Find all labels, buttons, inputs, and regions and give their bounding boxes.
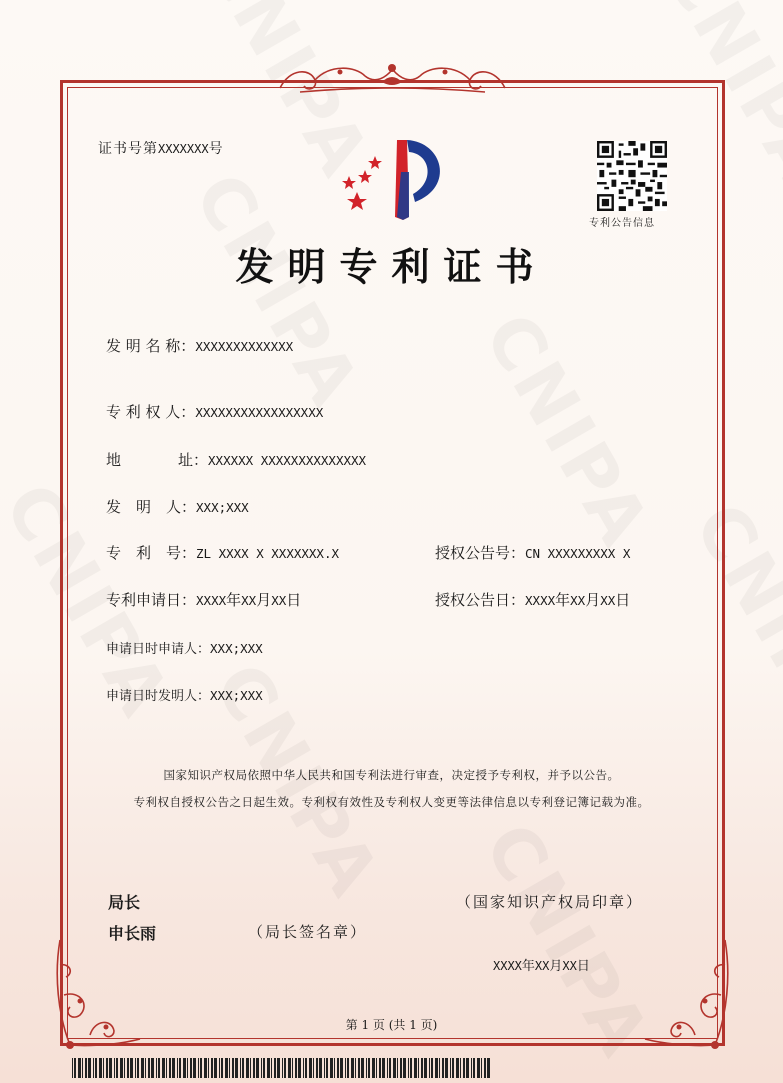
barcode-bar [460,1058,461,1078]
barcode-bar [114,1058,115,1078]
barcode-bar [85,1058,87,1078]
barcode-bar [418,1058,419,1078]
barcode-bar [466,1058,469,1078]
field-applicant-at-filing [106,638,263,657]
date-year: XXXX [196,593,227,608]
barcode-bar [221,1058,223,1078]
director-signature-seal: （局长签名章） [248,923,368,941]
barcode-bar [429,1058,430,1078]
barcode-bar [271,1058,272,1078]
barcode-bar [295,1058,297,1078]
barcode-bar [156,1058,157,1078]
barcode-bar [368,1058,370,1078]
field-grant-pub-date [435,589,630,610]
barcode-bar [204,1058,207,1078]
barcode-bar [421,1058,423,1078]
barcode-bar [274,1058,276,1078]
page-number: 第 1 页 (共 1 页) [345,1018,438,1032]
statement-line-2: 专利权自授权公告之日起生效。专利权有效性及专利权人变更等法律信息以专利登记簿记载为准。 [133,795,650,809]
certificate-number [98,138,224,158]
barcode-bar [193,1058,196,1078]
field-patent-no [106,542,339,563]
cnipa-logo [335,132,455,232]
barcode-bar [303,1058,304,1078]
barcode-bar [179,1058,181,1078]
field-label: 发 明 人： [106,498,197,516]
bottom-left-ornament [50,935,145,1055]
date-month: XX [534,959,550,973]
issue-date [493,955,590,974]
barcode-bar [435,1058,438,1078]
field-patentee [106,401,323,422]
barcode-bar [358,1058,360,1078]
barcode-bar [445,1058,448,1078]
barcode-bar [169,1058,171,1078]
bottom-right-ornament [640,935,735,1055]
barcode-bar [190,1058,192,1078]
field-label: 授权公告日： [435,591,526,609]
barcode-bar [200,1058,202,1078]
field-label: 申请日时申请人： [106,642,211,657]
barcode-bar [324,1058,325,1078]
barcode-bar [232,1058,234,1078]
barcode-bar [382,1058,385,1078]
barcode-bar [208,1058,209,1078]
cert-no-value: XXXXXXX [158,142,209,156]
barcode-bar [431,1058,433,1078]
barcode-bar [326,1058,328,1078]
barcode-bar [187,1058,188,1078]
barcode-bar [242,1058,244,1078]
field-value: CN XXXXXXXXX X [525,546,631,561]
barcode-bar [288,1058,291,1078]
office-seal: （国家知识产权局印章） [456,893,644,911]
barcode-bar [393,1058,396,1078]
top-ornament [270,58,515,98]
barcode-bar [387,1058,388,1078]
field-address [106,449,366,470]
date-day: XX [600,593,616,608]
barcode-bar [484,1058,486,1078]
barcode-bar [106,1058,108,1078]
director-title: 局长 [108,893,141,912]
barcode-bar [130,1058,133,1078]
barcode-bar [88,1058,91,1078]
date-year: XXXX [493,959,522,973]
barcode-bar [229,1058,230,1078]
barcode-bar [282,1058,283,1078]
barcode-bar [414,1058,417,1078]
barcode-bar [452,1058,454,1078]
barcode-bar [424,1058,427,1078]
field-value: XXXXXXXXXXXXXXXXX [195,405,324,420]
field-label: 专利申请日： [106,591,197,609]
field-inventor [106,496,249,517]
barcode-bar [340,1058,343,1078]
barcode-bar [345,1058,346,1078]
barcode-bar [471,1058,472,1078]
barcode-bar [103,1058,104,1078]
barcode-bar [309,1058,312,1078]
barcode-bar [403,1058,406,1078]
date-day: XX [562,959,577,973]
barcode-bar [82,1058,83,1078]
field-value: XXX;XXX [196,500,249,515]
barcode-bar [456,1058,459,1078]
barcode-bar [225,1058,228,1078]
barcode-bar [120,1058,123,1078]
barcode-bar [261,1058,262,1078]
certificate-title: 发明专利证书 [235,244,548,289]
barcode [72,1058,492,1078]
director-name: 申长雨 [108,924,157,943]
cert-no-suffix: 号 [208,141,224,157]
barcode-bar [93,1058,94,1078]
barcode-bar [397,1058,398,1078]
date-month: XX [570,593,586,608]
cert-no-prefix: 证书号第 [98,141,158,157]
barcode-bar [277,1058,280,1078]
barcode-bar [347,1058,349,1078]
date-month-unit: 月 [585,591,601,609]
barcode-bar [246,1058,249,1078]
barcode-bar [198,1058,199,1078]
barcode-bar [267,1058,270,1078]
barcode-bar [439,1058,440,1078]
barcode-bar [135,1058,136,1078]
barcode-bar [172,1058,175,1078]
barcode-bar [253,1058,255,1078]
barcode-bar [379,1058,381,1078]
barcode-bar [78,1058,81,1078]
date-day-unit: 日 [576,959,590,974]
field-invention-name [106,335,293,356]
barcode-bar [372,1058,375,1078]
barcode-bar [284,1058,286,1078]
qr-caption: 专利公告信息 [589,218,655,229]
barcode-bar [487,1058,490,1078]
field-label: 址： [178,451,209,469]
barcode-bar [334,1058,335,1078]
barcode-bar [99,1058,102,1078]
field-value: XXXXXX XXXXXXXXXXXXXX [208,453,367,468]
barcode-bar [351,1058,354,1078]
field-filing-date [106,589,301,610]
barcode-bar [366,1058,367,1078]
barcode-bar [72,1058,73,1078]
date-day-unit: 日 [286,591,302,609]
barcode-bar [95,1058,97,1078]
barcode-bar [235,1058,238,1078]
field-grant-pub-no [435,542,630,563]
field-value: XXX;XXX [210,641,263,656]
barcode-bar [137,1058,139,1078]
field-label: 地 [106,451,122,469]
barcode-bar [109,1058,112,1078]
barcode-bar [240,1058,241,1078]
barcode-bar [442,1058,444,1078]
field-value: XXXXXXXXXXXXX [195,339,294,354]
barcode-bar [256,1058,259,1078]
field-label: 申请日时发明人： [106,689,211,704]
qr-code[interactable] [597,141,667,211]
date-day-unit: 日 [615,591,631,609]
barcode-bar [74,1058,76,1078]
barcode-bar [298,1058,301,1078]
field-label: 专 利 权 人： [106,403,196,421]
barcode-bar [463,1058,465,1078]
date-year-unit: 年 [226,591,242,609]
barcode-bar [305,1058,307,1078]
barcode-bar [481,1058,482,1078]
barcode-bar [473,1058,475,1078]
barcode-bar [330,1058,333,1078]
field-label: 发 明 名 称： [106,337,196,355]
date-day: XX [271,593,287,608]
barcode-bar [214,1058,217,1078]
date-year-unit: 年 [555,591,571,609]
barcode-bar [151,1058,154,1078]
barcode-bar [162,1058,165,1078]
barcode-bar [316,1058,318,1078]
barcode-bar [219,1058,220,1078]
barcode-bar [361,1058,364,1078]
field-value: ZL XXXX X XXXXXXX.X [196,546,340,561]
date-year: XXXX [525,593,556,608]
field-label: 授权公告号： [435,544,526,562]
barcode-bar [127,1058,129,1078]
field-inventor-at-filing [106,685,263,704]
barcode-bar [450,1058,451,1078]
date-month: XX [241,593,257,608]
barcode-bar [250,1058,251,1078]
barcode-bar [410,1058,412,1078]
barcode-bar [177,1058,178,1078]
barcode-bar [148,1058,150,1078]
barcode-bar [376,1058,377,1078]
date-month-unit: 月 [256,591,272,609]
field-label: 专 利 号： [106,544,197,562]
barcode-bar [477,1058,480,1078]
field-value: XXX;XXX [210,688,263,703]
barcode-bar [263,1058,265,1078]
barcode-bar [408,1058,409,1078]
barcode-bar [319,1058,322,1078]
barcode-bar [313,1058,314,1078]
barcode-bar [141,1058,144,1078]
barcode-bar [389,1058,391,1078]
barcode-bar [292,1058,293,1078]
date-year-unit: 年 [521,959,535,974]
barcode-bar [355,1058,356,1078]
barcode-bar [183,1058,186,1078]
barcode-bar [124,1058,125,1078]
barcode-bar [116,1058,118,1078]
barcode-bar [400,1058,402,1078]
barcode-bar [158,1058,160,1078]
barcode-bar [166,1058,167,1078]
barcode-bar [211,1058,213,1078]
date-month-unit: 月 [549,959,563,974]
barcode-bar [145,1058,146,1078]
barcode-bar [337,1058,339,1078]
statement-line-1: 国家知识产权局依照中华人民共和国专利法进行审查，决定授予专利权，并予以公告。 [163,768,620,782]
